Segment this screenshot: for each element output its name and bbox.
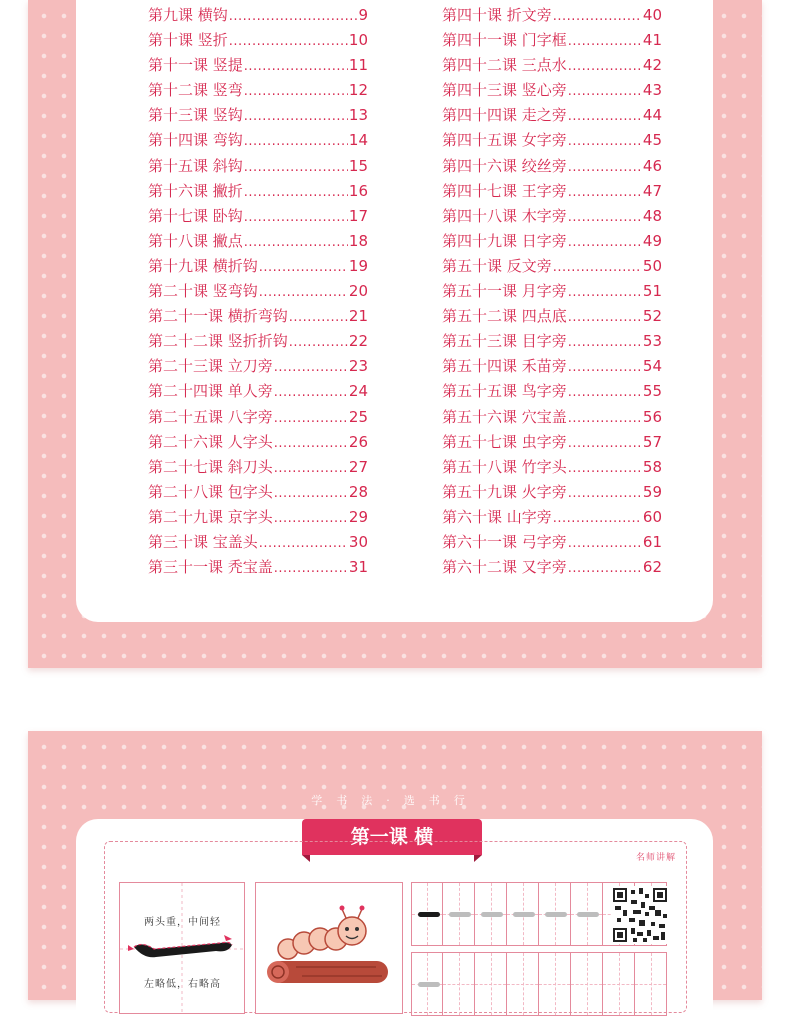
toc-leader-dots <box>568 531 642 556</box>
toc-entry-page: 20 <box>348 282 368 301</box>
toc-entry[interactable] <box>442 53 662 78</box>
toc-entry[interactable] <box>148 505 368 530</box>
toc-entry-page: 52 <box>642 307 662 326</box>
toc-entry-label: 第四十八课 木字旁 <box>442 206 567 225</box>
heng-stroke-black <box>418 912 440 917</box>
toc-leader-dots <box>568 205 642 230</box>
toc-entry-page: 21 <box>348 307 368 326</box>
toc-entry-label: 第二十七课 斜刀头 <box>148 457 273 476</box>
toc-leader-dots <box>274 456 348 481</box>
practice-frame <box>104 841 687 1013</box>
tip-bottom: 左略低，右略高 <box>144 979 221 990</box>
toc-entry-page: 53 <box>642 332 662 351</box>
toc-column-right <box>442 3 662 580</box>
toc-entry[interactable] <box>148 405 368 430</box>
toc-entry-label: 第二十五课 八字旁 <box>148 407 273 426</box>
toc-entry-page: 47 <box>642 181 662 200</box>
toc-entry-label: 第二十一课 横折弯钩 <box>148 307 288 326</box>
toc-leader-dots <box>289 305 348 330</box>
stroke-tips-box <box>119 882 245 1014</box>
toc-entry[interactable] <box>442 28 662 53</box>
grid-cell[interactable] <box>507 882 539 946</box>
toc-entry-label: 第二十二课 竖折折钩 <box>148 332 288 351</box>
toc-leader-dots <box>553 255 642 280</box>
toc-entry[interactable] <box>148 279 368 304</box>
toc-entry[interactable] <box>442 555 662 580</box>
toc-entry-page: 19 <box>348 256 368 275</box>
toc-entry-page: 46 <box>642 156 662 175</box>
heng-stroke-trace <box>513 912 535 917</box>
toc-entry-label: 第四十三课 竖心旁 <box>442 81 567 100</box>
tip-top: 两头重，中间轻 <box>144 917 221 928</box>
toc-leader-dots <box>274 431 348 456</box>
toc-entry-label: 第五十四课 禾苗旁 <box>442 357 567 376</box>
toc-entry-label: 第六十二课 又字旁 <box>442 558 567 577</box>
toc-leader-dots <box>244 180 348 205</box>
toc-entry-label: 第二十课 竖弯钩 <box>148 282 258 301</box>
toc-entry-page: 17 <box>348 206 368 225</box>
toc-entry[interactable] <box>148 304 368 329</box>
grid-cell[interactable] <box>603 952 635 1016</box>
toc-entry-label: 第三十一课 秃宝盖 <box>148 558 273 577</box>
toc-entry-label: 第五十五课 鸟字旁 <box>442 382 567 401</box>
grid-cell[interactable] <box>635 952 667 1016</box>
toc-entry-page: 44 <box>642 106 662 125</box>
toc-entry-page: 27 <box>348 457 368 476</box>
toc-entry-page: 15 <box>348 156 368 175</box>
toc-entry-page: 62 <box>642 558 662 577</box>
toc-entry-label: 第九课 横钩 <box>148 6 228 24</box>
toc-entry-page: 23 <box>348 357 368 376</box>
toc-entry-page: 12 <box>348 81 368 100</box>
toc-entry[interactable] <box>442 179 662 204</box>
grid-cell[interactable] <box>443 882 475 946</box>
toc-leader-dots <box>229 29 348 54</box>
toc-entry-label: 第四十课 折文旁 <box>442 6 552 24</box>
toc-leader-dots <box>259 280 348 305</box>
toc-entry-page: 56 <box>642 407 662 426</box>
toc-entry-page: 42 <box>642 56 662 75</box>
toc-leader-dots <box>568 54 642 79</box>
toc-entry-label: 第四十一课 门字框 <box>442 31 567 50</box>
toc-leader-dots <box>568 104 642 129</box>
toc-entry-page: 45 <box>642 131 662 150</box>
toc-leader-dots <box>274 406 348 431</box>
toc-entry-page: 25 <box>348 407 368 426</box>
toc-entry[interactable] <box>148 354 368 379</box>
toc-entry-page: 31 <box>348 558 368 577</box>
teacher-explain-label[interactable]: 名师讲解 <box>635 853 676 863</box>
toc-entry-page: 59 <box>642 482 662 501</box>
toc-entry-page: 26 <box>348 432 368 451</box>
toc-entry[interactable] <box>148 154 368 179</box>
toc-entry[interactable] <box>148 179 368 204</box>
toc-entry-label: 第四十四课 走之旁 <box>442 106 567 125</box>
heng-stroke-trace <box>481 912 503 917</box>
toc-entry-page: 30 <box>348 532 368 551</box>
toc-leader-dots <box>568 29 642 54</box>
toc-leader-dots <box>259 255 348 280</box>
toc-entry-label: 第十五课 斜钩 <box>148 156 243 175</box>
toc-leader-dots <box>568 380 642 405</box>
toc-entry-label: 第六十一课 弓字旁 <box>442 532 567 551</box>
toc-entry[interactable] <box>442 128 662 153</box>
toc-entry-page: 50 <box>642 256 662 275</box>
toc-leader-dots <box>244 230 348 255</box>
toc-entry[interactable] <box>148 103 368 128</box>
grid-cell[interactable] <box>571 952 603 1016</box>
toc-entry-label: 第五十七课 虫字旁 <box>442 432 567 451</box>
toc-entry-page: 16 <box>348 181 368 200</box>
toc-entry-page: 58 <box>642 457 662 476</box>
toc-entry[interactable] <box>148 204 368 229</box>
toc-entry-page: 61 <box>642 532 662 551</box>
toc-entry[interactable] <box>148 555 368 580</box>
toc-entry-label: 第五十二课 四点底 <box>442 307 567 326</box>
toc-entry[interactable] <box>442 455 662 480</box>
toc-entry-page: 18 <box>348 231 368 250</box>
toc-entry-label: 第十二课 竖弯 <box>148 81 243 100</box>
toc-entry[interactable] <box>442 3 662 28</box>
grid-cell[interactable] <box>507 952 539 1016</box>
toc-entry-label: 第十四课 弯钩 <box>148 131 243 150</box>
grid-cell[interactable] <box>475 882 507 946</box>
toc-leader-dots <box>553 506 642 531</box>
toc-entry-page: 41 <box>642 31 662 50</box>
toc-entry-label: 第十九课 横折钩 <box>148 256 258 275</box>
toc-entry-label: 第二十三课 立刀旁 <box>148 357 273 376</box>
toc-entry-label: 第六十课 山字旁 <box>442 507 552 526</box>
toc-entry-page: 51 <box>642 282 662 301</box>
toc-entry-label: 第四十七课 王字旁 <box>442 181 567 200</box>
toc-leader-dots <box>274 355 348 380</box>
toc-entry-label: 第十三课 竖钩 <box>148 106 243 125</box>
toc-entry[interactable] <box>442 304 662 329</box>
toc-entry[interactable] <box>148 78 368 103</box>
toc-entry[interactable] <box>442 204 662 229</box>
grid-cell[interactable] <box>475 952 507 1016</box>
grid-cell[interactable] <box>411 882 443 946</box>
toc-entry-label: 第五十六课 穴宝盖 <box>442 407 567 426</box>
toc-entry-page: 14 <box>348 131 368 150</box>
toc-entry[interactable] <box>148 455 368 480</box>
toc-entry[interactable] <box>148 329 368 354</box>
toc-leader-dots <box>568 431 642 456</box>
toc-entry-page: 48 <box>642 206 662 225</box>
toc-entry[interactable] <box>148 530 368 555</box>
toc-entry[interactable] <box>442 480 662 505</box>
toc-entry-label: 第四十六课 绞丝旁 <box>442 156 567 175</box>
toc-leader-dots <box>568 180 642 205</box>
toc-card <box>76 0 713 622</box>
toc-leader-dots <box>244 54 348 79</box>
toc-leader-dots <box>244 205 348 230</box>
toc-leader-dots <box>568 406 642 431</box>
toc-entry-page: 55 <box>642 382 662 401</box>
toc-leader-dots <box>568 556 642 581</box>
toc-leader-dots <box>568 129 642 154</box>
toc-leader-dots <box>568 79 642 104</box>
toc-leader-dots <box>244 79 348 104</box>
toc-leader-dots <box>553 4 642 29</box>
qr-code-icon[interactable] <box>611 886 669 944</box>
toc-leader-dots <box>244 129 348 154</box>
toc-entry-page: 22 <box>348 332 368 351</box>
toc-entry-page: 43 <box>642 81 662 100</box>
toc-entry-label: 第五十九课 火字旁 <box>442 482 567 501</box>
toc-entry-page: 13 <box>348 106 368 125</box>
toc-entry-label: 第四十二课 三点水 <box>442 56 567 75</box>
toc-leader-dots <box>568 155 642 180</box>
toc-entry[interactable] <box>442 379 662 404</box>
toc-entry[interactable] <box>442 103 662 128</box>
toc-entry-label: 第五十一课 月字旁 <box>442 282 567 301</box>
toc-leader-dots <box>274 506 348 531</box>
toc-entry-page: 28 <box>348 482 368 501</box>
toc-entry[interactable] <box>442 430 662 455</box>
toc-entry-page: 9 <box>358 6 368 24</box>
toc-column-left <box>148 3 368 580</box>
toc-leader-dots <box>568 330 642 355</box>
illustration-box <box>255 882 403 1014</box>
heng-stroke-trace <box>577 912 599 917</box>
toc-panel <box>28 0 762 668</box>
caterpillar-illustration-icon <box>256 883 402 1013</box>
practice-grid-row <box>411 952 667 1016</box>
slogan-text: 学书法·选书行 <box>311 794 479 807</box>
toc-entry-label: 第五十三课 目字旁 <box>442 332 567 351</box>
toc-entry[interactable] <box>442 78 662 103</box>
toc-leader-dots <box>274 481 348 506</box>
toc-leader-dots <box>244 104 348 129</box>
toc-entry[interactable] <box>442 279 662 304</box>
toc-entry-label: 第十一课 竖提 <box>148 56 243 75</box>
toc-entry-label: 第十八课 撇点 <box>148 231 243 250</box>
toc-entry-page: 10 <box>348 31 368 50</box>
toc-leader-dots <box>244 155 348 180</box>
toc-entry[interactable] <box>442 254 662 279</box>
toc-entry[interactable] <box>148 254 368 279</box>
toc-entry-label: 第四十九课 日字旁 <box>442 231 567 250</box>
toc-leader-dots <box>568 456 642 481</box>
grid-cell[interactable] <box>539 882 571 946</box>
toc-entry[interactable] <box>148 53 368 78</box>
toc-entry[interactable] <box>442 530 662 555</box>
toc-entry[interactable] <box>148 379 368 404</box>
toc-leader-dots <box>568 355 642 380</box>
toc-entry-page: 24 <box>348 382 368 401</box>
toc-entry-label: 第十课 竖折 <box>148 31 228 50</box>
toc-entry-label: 第三十课 宝盖头 <box>148 532 258 551</box>
lesson-card <box>76 819 713 1019</box>
toc-entry[interactable] <box>148 28 368 53</box>
toc-entry-page: 29 <box>348 507 368 526</box>
toc-entry-label: 第五十八课 竹字头 <box>442 457 567 476</box>
toc-entry-page: 49 <box>642 231 662 250</box>
toc-leader-dots <box>568 481 642 506</box>
toc-entry-page: 60 <box>642 507 662 526</box>
toc-entry-label: 第四十五课 女字旁 <box>442 131 567 150</box>
toc-entry[interactable] <box>148 480 368 505</box>
toc-entry[interactable] <box>442 505 662 530</box>
toc-entry[interactable] <box>442 405 662 430</box>
toc-entry-page: 57 <box>642 432 662 451</box>
toc-entry-label: 第五十课 反文旁 <box>442 256 552 275</box>
toc-leader-dots <box>568 230 642 255</box>
toc-leader-dots <box>229 4 358 29</box>
toc-leader-dots <box>568 280 642 305</box>
toc-entry[interactable] <box>148 128 368 153</box>
toc-entry[interactable] <box>442 329 662 354</box>
toc-entry-label: 第二十四课 单人旁 <box>148 382 273 401</box>
toc-entry[interactable] <box>148 229 368 254</box>
toc-leader-dots <box>274 556 348 581</box>
grid-cell[interactable] <box>571 882 603 946</box>
toc-leader-dots <box>289 330 348 355</box>
heng-stroke-trace <box>449 912 471 917</box>
heng-stroke-trace <box>545 912 567 917</box>
heng-stroke-diagram-icon <box>120 883 244 1013</box>
toc-entry[interactable] <box>442 229 662 254</box>
grid-cell[interactable] <box>539 952 571 1016</box>
toc-entry-label: 第二十八课 包字头 <box>148 482 273 501</box>
heng-stroke-trace <box>418 982 440 987</box>
toc-entry[interactable] <box>148 430 368 455</box>
grid-cell[interactable] <box>411 952 443 1016</box>
toc-entry-label: 第十六课 撇折 <box>148 181 243 200</box>
toc-entry-page: 40 <box>642 6 662 24</box>
grid-cell[interactable] <box>443 952 475 1016</box>
toc-leader-dots <box>568 305 642 330</box>
toc-entry[interactable] <box>442 354 662 379</box>
toc-entry[interactable] <box>148 3 368 28</box>
toc-entry-label: 第十七课 卧钩 <box>148 206 243 225</box>
toc-leader-dots <box>259 531 348 556</box>
toc-entry-page: 54 <box>642 357 662 376</box>
toc-entry[interactable] <box>442 154 662 179</box>
toc-entry-label: 第二十九课 京字头 <box>148 507 273 526</box>
toc-entry-page: 11 <box>348 56 368 75</box>
toc-leader-dots <box>274 380 348 405</box>
toc-entry-label: 第二十六课 人字头 <box>148 432 273 451</box>
lesson-panel <box>28 731 762 1000</box>
lesson-title: 第一课 横 <box>302 819 482 855</box>
